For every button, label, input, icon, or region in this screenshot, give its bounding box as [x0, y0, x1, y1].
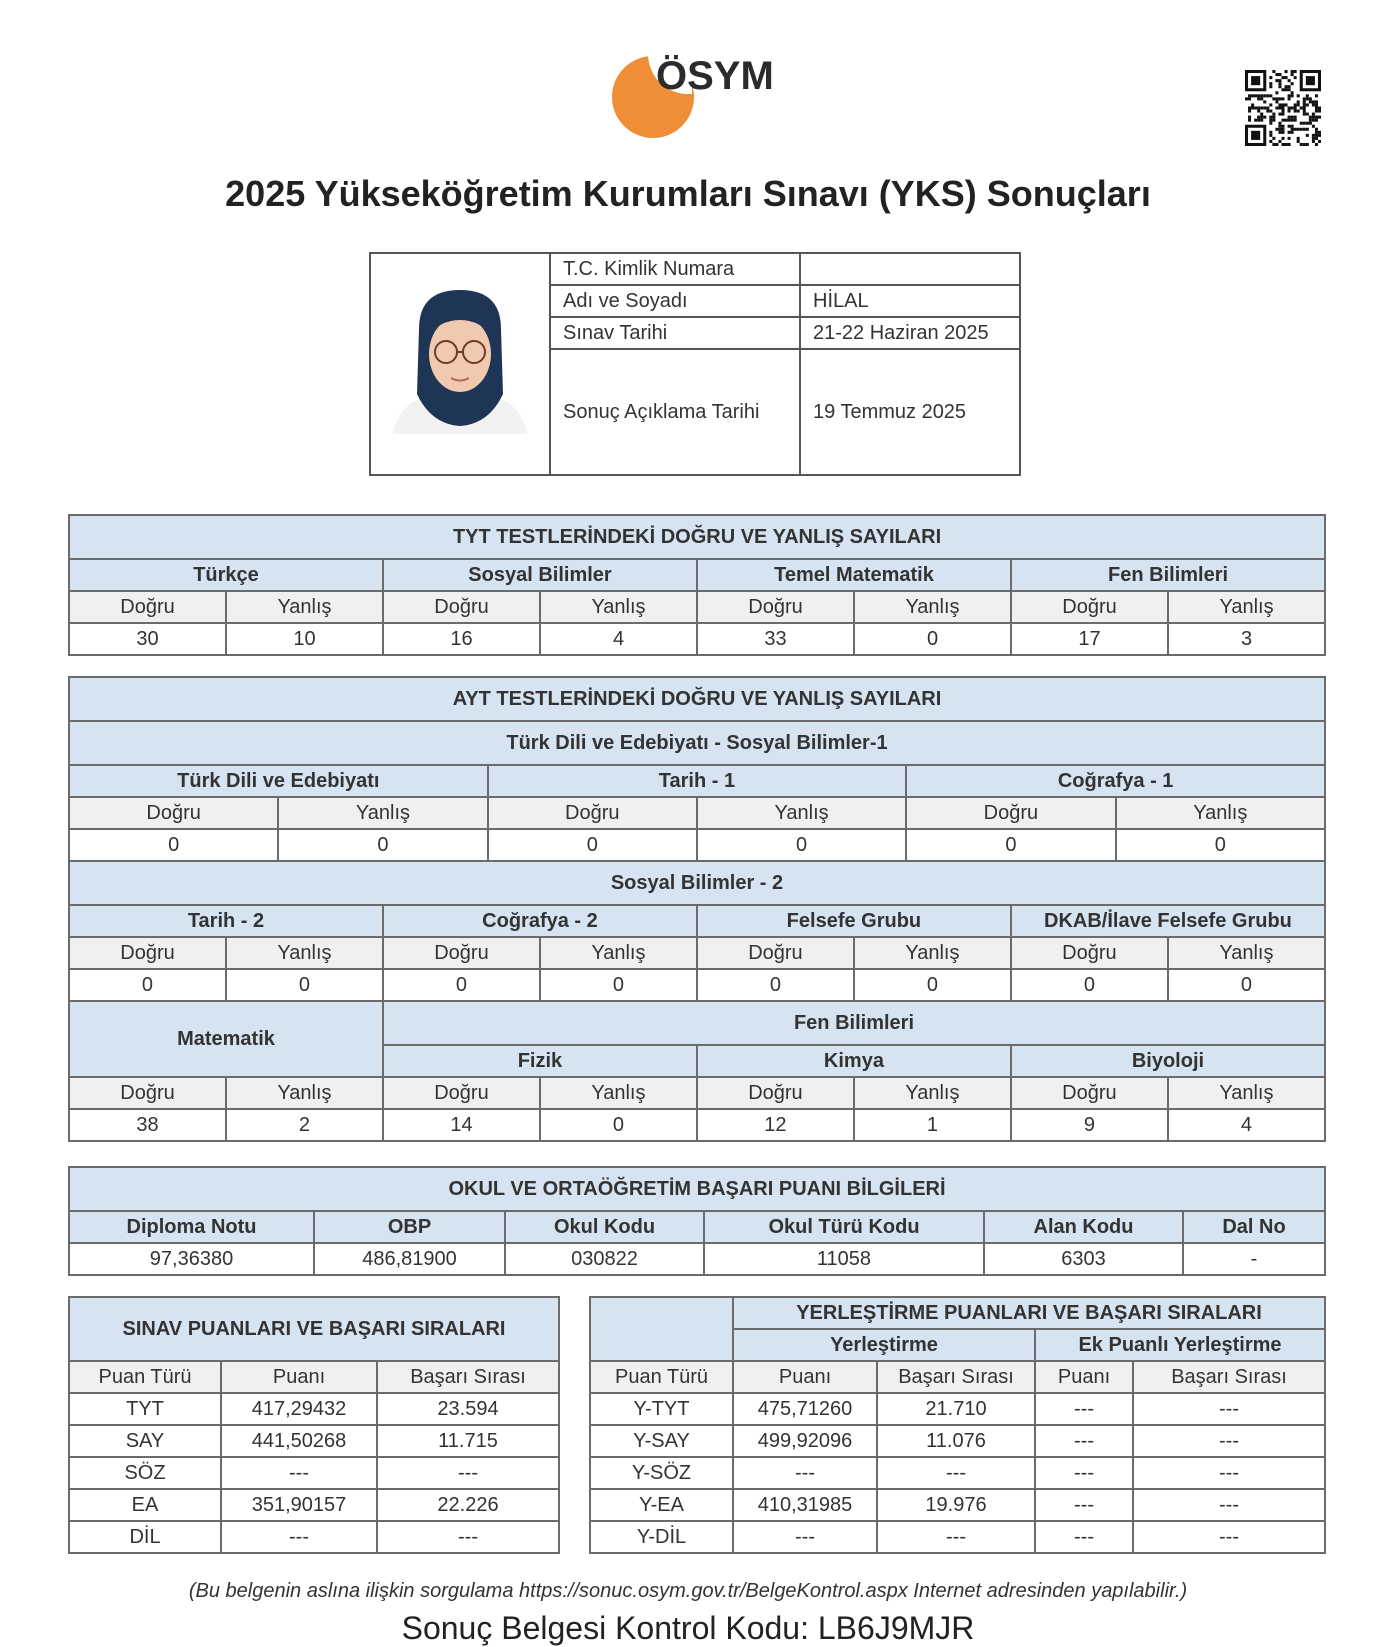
yanlis-label: Yanlış	[854, 937, 1011, 969]
school-header: Dal No	[1183, 1211, 1325, 1243]
exam-date-label: Sınav Tarihi	[563, 322, 668, 344]
info-row-result-date	[549, 350, 1019, 474]
score-type: DİL	[69, 1521, 221, 1553]
extra-score-value: ---	[1035, 1489, 1133, 1521]
yanlis-label: Yanlış	[226, 1077, 383, 1109]
extra-rank-value: ---	[1133, 1393, 1325, 1425]
tyt-test-name: Sosyal Bilimler	[383, 559, 697, 591]
school-table	[68, 1166, 1326, 1276]
dogru-value: 30	[69, 623, 226, 655]
dogru-value: 17	[1011, 623, 1168, 655]
logo-text: ÖSYM	[656, 54, 774, 98]
school-header: OBP	[314, 1211, 505, 1243]
ayt-test-name: Fizik	[383, 1045, 697, 1077]
result-date-value: 19 Temmuz 2025	[813, 401, 967, 423]
dogru-label: Doğru	[697, 1077, 854, 1109]
yanlis-value: 4	[540, 623, 697, 655]
yanlis-label: Yanlış	[226, 937, 383, 969]
extra-rank-value: ---	[1133, 1425, 1325, 1457]
ayt-test-name: Biyoloji	[1011, 1045, 1325, 1077]
score-value: 351,90157	[221, 1489, 377, 1521]
rank-value: 22.226	[377, 1489, 559, 1521]
dogru-value: 0	[488, 829, 697, 861]
dogru-value: 16	[383, 623, 540, 655]
dogru-value: 0	[69, 829, 278, 861]
ayt-test-name: DKAB/İlave Felsefe Grubu	[1011, 905, 1325, 937]
yanlis-label: Yanlış	[854, 1077, 1011, 1109]
score-type: Y-DİL	[590, 1521, 733, 1553]
tyt-title: TYT TESTLERİNDEKİ DOĞRU VE YANLIŞ SAYILARI	[69, 515, 1325, 559]
info-row-tc	[549, 254, 1019, 286]
ayt-test-name: Tarih - 2	[69, 905, 383, 937]
dogru-label: Doğru	[697, 591, 854, 623]
table-row	[590, 1489, 1325, 1521]
page-title: 2025 Yükseköğretim Kurumları Sınavı (YKS) Sonuçları	[225, 173, 1151, 214]
score-value: ---	[733, 1457, 877, 1489]
exam-header: Puan Türü	[69, 1361, 221, 1393]
ayt-test-name: Türk Dili ve Edebiyatı	[69, 765, 488, 797]
table-row	[590, 1393, 1325, 1425]
ayt-test-name: Tarih - 1	[488, 765, 907, 797]
name-label: Adı ve Soyadı	[563, 290, 688, 312]
dogru-value: 12	[697, 1109, 854, 1141]
score-type: Y-SÖZ	[590, 1457, 733, 1489]
dogru-label: Doğru	[69, 591, 226, 623]
extra-score-value: ---	[1035, 1425, 1133, 1457]
rank-value: 21.710	[877, 1393, 1035, 1425]
tc-label: T.C. Kimlik Numara	[563, 258, 735, 280]
yanlis-label: Yanlış	[1116, 797, 1325, 829]
dogru-label: Doğru	[383, 1077, 540, 1109]
school-value: 97,36380	[69, 1243, 314, 1275]
score-type: TYT	[69, 1393, 221, 1425]
dogru-value: 0	[1011, 969, 1168, 1001]
yanlis-value: 4	[1168, 1109, 1325, 1141]
dogru-label: Doğru	[697, 937, 854, 969]
exam-date-value: 21-22 Haziran 2025	[813, 322, 989, 344]
yanlis-value: 0	[226, 969, 383, 1001]
yanlis-value: 0	[278, 829, 487, 861]
placement-header: Başarı Sırası	[877, 1361, 1035, 1393]
score-value: ---	[733, 1521, 877, 1553]
dogru-value: 38	[69, 1109, 226, 1141]
yanlis-label: Yanlış	[1168, 937, 1325, 969]
tyt-test-name: Temel Matematik	[697, 559, 1011, 591]
yanlis-label: Yanlış	[540, 591, 697, 623]
osym-logo	[612, 52, 792, 142]
ayt-table	[68, 676, 1326, 1142]
dogru-value: 14	[383, 1109, 540, 1141]
ayt-title: AYT TESTLERİNDEKİ DOĞRU VE YANLIŞ SAYILARI	[69, 677, 1325, 721]
dogru-value: 0	[697, 969, 854, 1001]
dogru-value: 9	[1011, 1109, 1168, 1141]
ayt-test-name: Felsefe Grubu	[697, 905, 1011, 937]
dogru-label: Doğru	[69, 937, 226, 969]
extra-score-value: ---	[1035, 1393, 1133, 1425]
score-type: Y-EA	[590, 1489, 733, 1521]
candidate-info-box	[369, 252, 1021, 476]
yanlis-value: 0	[854, 969, 1011, 1001]
dogru-label: Doğru	[383, 591, 540, 623]
dogru-label: Doğru	[488, 797, 697, 829]
rank-value: 19.976	[877, 1489, 1035, 1521]
score-value: 499,92096	[733, 1425, 877, 1457]
exam-header: Başarı Sırası	[377, 1361, 559, 1393]
table-row	[69, 1425, 559, 1457]
placement-title: YERLEŞTİRME PUANLARI VE BAŞARI SIRALARI	[733, 1297, 1325, 1329]
dogru-label: Doğru	[1011, 591, 1168, 623]
school-header: Alan Kodu	[984, 1211, 1183, 1243]
ayt-test-name: Coğrafya - 1	[906, 765, 1325, 797]
school-header: Okul Kodu	[505, 1211, 704, 1243]
dogru-value: 0	[383, 969, 540, 1001]
placement-header: Puanı	[1035, 1361, 1133, 1393]
extra-rank-value: ---	[1133, 1489, 1325, 1521]
qr-code-icon	[1245, 70, 1321, 146]
ayt-test-name: Coğrafya - 2	[383, 905, 697, 937]
yanlis-value: 0	[854, 623, 1011, 655]
yanlis-label: Yanlış	[1168, 591, 1325, 623]
dogru-label: Doğru	[1011, 1077, 1168, 1109]
yanlis-value: 2	[226, 1109, 383, 1141]
dogru-label: Doğru	[69, 797, 278, 829]
score-type: SÖZ	[69, 1457, 221, 1489]
yanlis-label: Yanlış	[540, 937, 697, 969]
rank-value: 23.594	[377, 1393, 559, 1425]
school-header: Diploma Notu	[69, 1211, 314, 1243]
ayt-section2-title: Sosyal Bilimler - 2	[69, 861, 1325, 905]
dogru-label: Doğru	[69, 1077, 226, 1109]
placement-table	[589, 1296, 1326, 1554]
ayt-test-name: Kimya	[697, 1045, 1011, 1077]
score-value: 475,71260	[733, 1393, 877, 1425]
school-value: 6303	[984, 1243, 1183, 1275]
placement-group: Ek Puanlı Yerleştirme	[1035, 1329, 1325, 1361]
table-row	[69, 1489, 559, 1521]
dogru-value: 0	[69, 969, 226, 1001]
yanlis-label: Yanlış	[226, 591, 383, 623]
placement-header: Başarı Sırası	[1133, 1361, 1325, 1393]
yanlis-value: 0	[1116, 829, 1325, 861]
yanlis-label: Yanlış	[1168, 1077, 1325, 1109]
table-row	[590, 1457, 1325, 1489]
yanlis-value: 0	[697, 829, 906, 861]
table-row	[590, 1521, 1325, 1553]
placement-header: Puan Türü	[590, 1361, 733, 1393]
score-type: EA	[69, 1489, 221, 1521]
info-row-exam-date	[549, 318, 1019, 350]
score-value: 417,29432	[221, 1393, 377, 1425]
ayt-fen-title: Fen Bilimleri	[383, 1001, 1325, 1045]
verification-note: (Bu belgenin aslına ilişkin sorgulama https://sonuc.osym.gov.tr/BelgeKontrol.aspx Internet adresinden yapılabilir.)	[188, 1580, 1188, 1602]
rank-value: 11.076	[877, 1425, 1035, 1457]
score-value: 410,31985	[733, 1489, 877, 1521]
score-type: SAY	[69, 1425, 221, 1457]
score-value: 441,50268	[221, 1425, 377, 1457]
rank-value: ---	[877, 1457, 1035, 1489]
school-value: 030822	[505, 1243, 704, 1275]
extra-rank-value: ---	[1133, 1521, 1325, 1553]
yanlis-value: 1	[854, 1109, 1011, 1141]
placement-header: Puanı	[733, 1361, 877, 1393]
placement-group: Yerleştirme	[733, 1329, 1035, 1361]
info-row-name	[549, 286, 1019, 318]
candidate-photo	[389, 284, 531, 434]
score-value: ---	[221, 1521, 377, 1553]
extra-score-value: ---	[1035, 1521, 1133, 1553]
dogru-label: Doğru	[906, 797, 1115, 829]
table-row	[69, 1393, 559, 1425]
score-type: Y-SAY	[590, 1425, 733, 1457]
yanlis-value: 10	[226, 623, 383, 655]
ayt-section1-title: Türk Dili ve Edebiyatı - Sosyal Bilimler-1	[69, 721, 1325, 765]
yanlis-label: Yanlış	[278, 797, 487, 829]
table-row	[69, 1521, 559, 1553]
dogru-value: 33	[697, 623, 854, 655]
yanlis-label: Yanlış	[697, 797, 906, 829]
score-type: Y-TYT	[590, 1393, 733, 1425]
tyt-test-name: Türkçe	[69, 559, 383, 591]
control-code: Sonuç Belgesi Kontrol Kodu: LB6J9MJR	[401, 1610, 975, 1646]
rank-value: ---	[377, 1521, 559, 1553]
yanlis-value: 3	[1168, 623, 1325, 655]
table-row	[590, 1425, 1325, 1457]
school-value: -	[1183, 1243, 1325, 1275]
dogru-value: 0	[906, 829, 1115, 861]
rank-value: ---	[377, 1457, 559, 1489]
score-value: ---	[221, 1457, 377, 1489]
exam-header: Puanı	[221, 1361, 377, 1393]
school-title: OKUL VE ORTAÖĞRETİM BAŞARI PUANI BİLGİLERİ	[69, 1167, 1325, 1211]
extra-score-value: ---	[1035, 1457, 1133, 1489]
ayt-test-name: Matematik	[69, 1001, 383, 1077]
result-date-label: Sonuç Açıklama Tarihi	[563, 401, 760, 423]
dogru-label: Doğru	[1011, 937, 1168, 969]
rank-value: 11.715	[377, 1425, 559, 1457]
tyt-table	[68, 514, 1326, 656]
exam-scores-table	[68, 1296, 560, 1554]
name-value: HİLAL	[813, 290, 869, 312]
tyt-test-name: Fen Bilimleri	[1011, 559, 1325, 591]
yanlis-label: Yanlış	[854, 591, 1011, 623]
yanlis-value: 0	[1168, 969, 1325, 1001]
photo-cell	[371, 254, 551, 474]
extra-rank-value: ---	[1133, 1457, 1325, 1489]
school-value: 11058	[704, 1243, 984, 1275]
yanlis-value: 0	[540, 969, 697, 1001]
dogru-label: Doğru	[383, 937, 540, 969]
yanlis-value: 0	[540, 1109, 697, 1141]
table-row	[69, 1457, 559, 1489]
school-header: Okul Türü Kodu	[704, 1211, 984, 1243]
school-value: 486,81900	[314, 1243, 505, 1275]
rank-value: ---	[877, 1521, 1035, 1553]
exam-scores-title: SINAV PUANLARI VE BAŞARI SIRALARI	[69, 1297, 559, 1361]
yanlis-label: Yanlış	[540, 1077, 697, 1109]
placement-corner	[590, 1297, 733, 1361]
